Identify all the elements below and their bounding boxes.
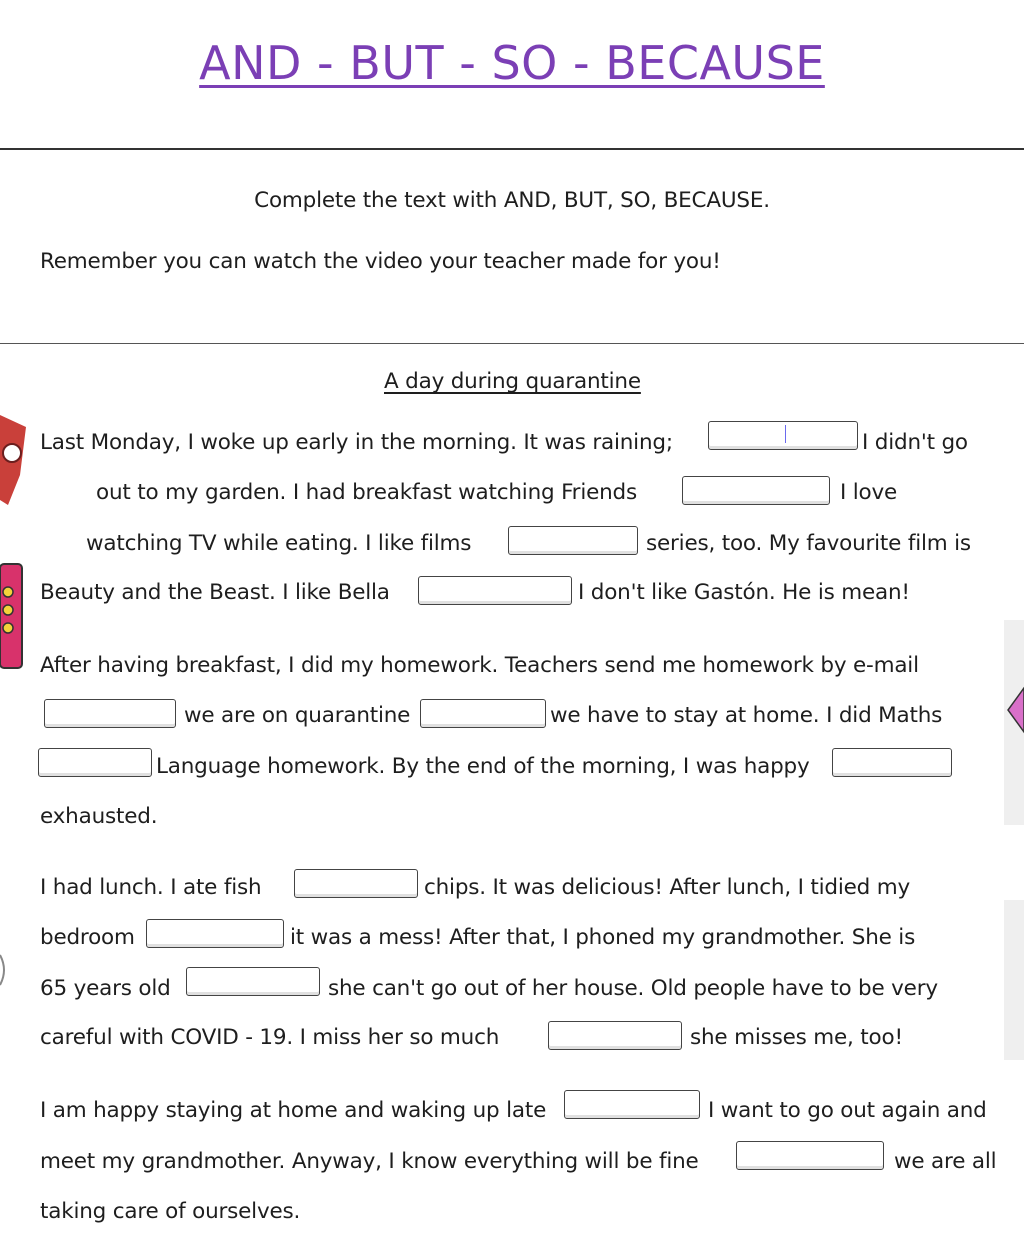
p1-line3-text-a: watching TV while eating. I like films bbox=[86, 531, 472, 556]
p4-line2-text-b: we are all bbox=[894, 1149, 997, 1174]
divider-top bbox=[0, 148, 1024, 150]
instruction-line-2: Remember you can watch the video your teacher made for you! bbox=[40, 249, 721, 274]
p1-line3-text-b: series, too. My favourite film is bbox=[646, 531, 971, 556]
p3-line1-text-a: I had lunch. I ate fish bbox=[40, 875, 262, 900]
cartoon-edge-icon-top-left bbox=[0, 405, 28, 505]
p1-line2-text-a: out to my garden. I had breakfast watching Friends bbox=[96, 480, 637, 505]
p3-line2-text-b: it was a mess! After that, I phoned my grandmother. She is bbox=[290, 925, 916, 950]
edge-strip-icon-right-lower bbox=[1004, 900, 1024, 1060]
blank-7[interactable] bbox=[38, 748, 152, 777]
p1-line1-text-b: I didn't go bbox=[862, 430, 968, 455]
p3-line4-text-a: careful with COVID - 19. I miss her so much bbox=[40, 1025, 500, 1050]
p1-line1-text-a: Last Monday, I woke up early in the morning. It was raining; bbox=[40, 430, 673, 455]
p3-line4-text-b: she misses me, too! bbox=[690, 1025, 903, 1050]
worksheet-title-text: AND - BUT - SO - BECAUSE bbox=[199, 36, 825, 90]
blank-5[interactable] bbox=[44, 699, 176, 728]
cartoon-edge-icon-right-upper bbox=[1000, 620, 1024, 825]
blank-9[interactable] bbox=[294, 869, 418, 898]
p1-line4-text-b: I don't like Gastón. He is mean! bbox=[578, 580, 910, 605]
cartoon-edge-icon-mid-left bbox=[0, 560, 26, 672]
p2-line3-text-a: Language homework. By the end of the morning, I was happy bbox=[156, 754, 810, 779]
instruction-line-1: Complete the text with AND, BUT, SO, BECAUSE. bbox=[254, 188, 770, 213]
p2-line1-text: After having breakfast, I did my homework. Teachers send me homework by e-mail bbox=[40, 653, 919, 678]
p3-line2-text-a: bedroom bbox=[40, 925, 135, 950]
blank-2[interactable] bbox=[682, 476, 830, 505]
worksheet-title bbox=[0, 36, 1024, 90]
blank-10[interactable] bbox=[146, 919, 284, 948]
story-title-text: A day during quarantine bbox=[384, 369, 641, 394]
blank-12[interactable] bbox=[548, 1021, 682, 1050]
blank-6[interactable] bbox=[420, 699, 546, 728]
p2-line2-text-b: we have to stay at home. I did Maths bbox=[550, 703, 943, 728]
p3-line3-text-a: 65 years old bbox=[40, 976, 171, 1001]
p1-line4-text-a: Beauty and the Beast. I like Bella bbox=[40, 580, 390, 605]
text-cursor-icon bbox=[785, 425, 786, 443]
p4-line2-text-a: meet my grandmother. Anyway, I know everything will be fine bbox=[40, 1149, 699, 1174]
blank-14[interactable] bbox=[736, 1141, 884, 1170]
p3-line1-text-b: chips. It was delicious! After lunch, I tidied my bbox=[424, 875, 910, 900]
blank-1[interactable] bbox=[708, 421, 858, 450]
p4-line3-text: taking care of ourselves. bbox=[40, 1199, 301, 1224]
divider-middle bbox=[0, 343, 1024, 344]
p4-line1-text-a: I am happy staying at home and waking up late bbox=[40, 1098, 547, 1123]
blank-13[interactable] bbox=[564, 1090, 700, 1119]
p2-line2-text-a: we are on quarantine bbox=[184, 703, 411, 728]
p1-line2-text-b: I love bbox=[840, 480, 898, 505]
blank-3[interactable] bbox=[508, 526, 638, 555]
blank-4[interactable] bbox=[418, 576, 572, 605]
p4-line1-text-b: I want to go out again and bbox=[708, 1098, 987, 1123]
p2-line4-text: exhausted. bbox=[40, 804, 158, 829]
p3-line3-text-b: she can't go out of her house. Old people have to be very bbox=[328, 976, 938, 1001]
blank-11[interactable] bbox=[186, 967, 320, 996]
edge-mark-icon-left bbox=[0, 950, 10, 990]
story-title bbox=[384, 367, 641, 397]
blank-8[interactable] bbox=[832, 748, 952, 777]
